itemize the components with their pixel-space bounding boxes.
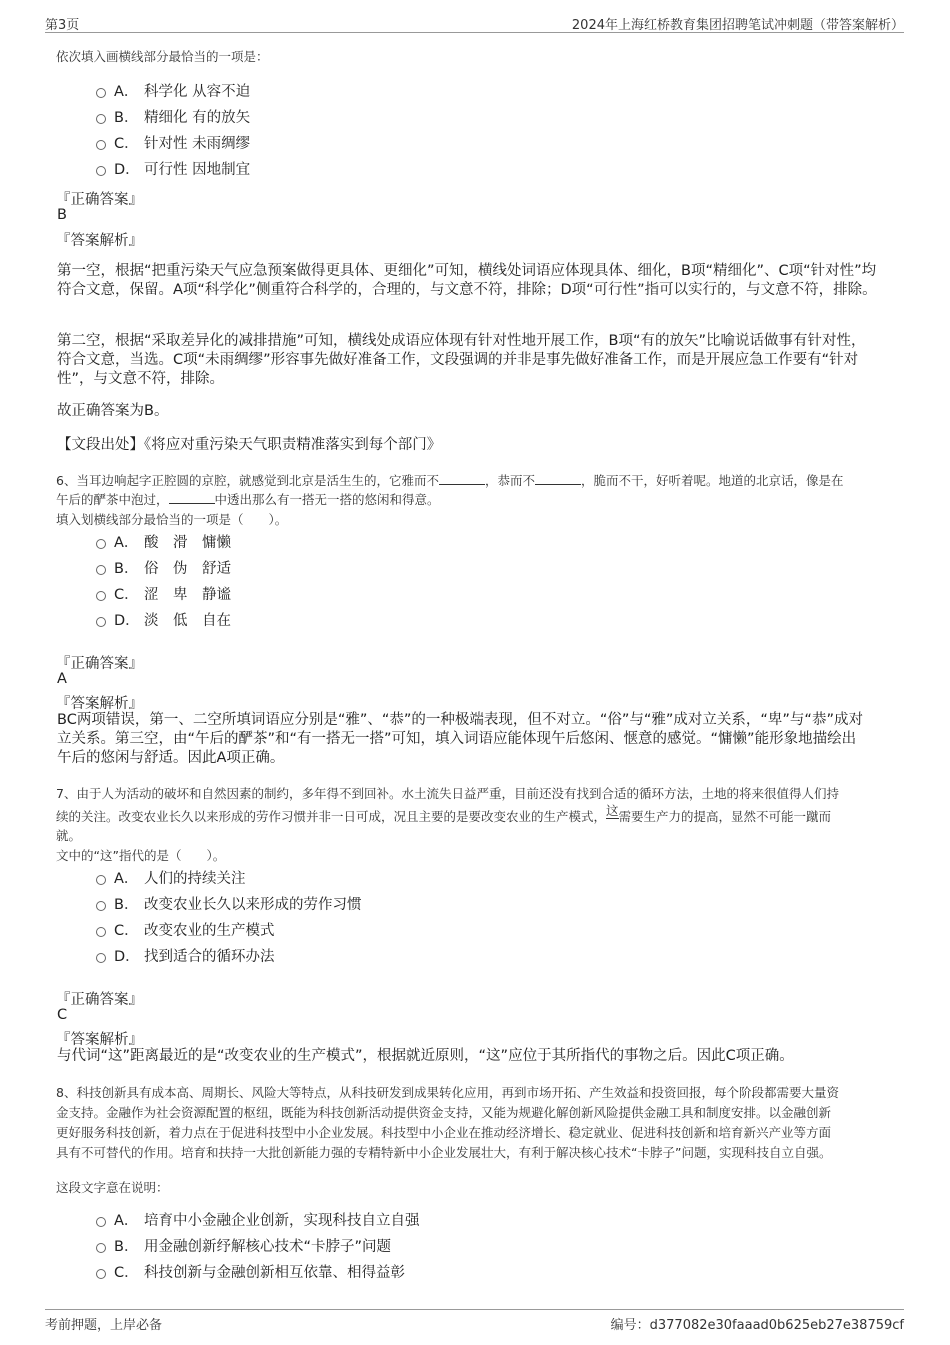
- q7-analysis-label: 『答案解析』: [56, 1032, 143, 1048]
- radio-icon[interactable]: [96, 1269, 106, 1279]
- q8-prompt: 这段文字意在说明：: [56, 1180, 169, 1195]
- q6-answer-label: 『正确答案』: [56, 656, 143, 672]
- q7-option-b[interactable]: B． 改变农业长久以来形成的劳作习惯: [96, 895, 362, 915]
- q7-option-c[interactable]: C． 改变农业的生产模式: [96, 921, 275, 941]
- radio-icon[interactable]: [96, 953, 106, 963]
- radio-icon[interactable]: [96, 617, 106, 627]
- q5-prompt: 依次填入画横线部分最恰当的一项是：: [56, 49, 269, 64]
- q5-answer: B: [57, 207, 67, 223]
- footer-slogan: 考前押题，上岸必备: [45, 1318, 163, 1333]
- q6-option-c[interactable]: C． 涩 卑 静谧: [96, 585, 231, 605]
- radio-icon[interactable]: [96, 140, 106, 150]
- radio-icon[interactable]: [96, 927, 106, 937]
- q5-option-a[interactable]: A． 科学化 从容不迫: [96, 82, 250, 102]
- q7-prompt: 文中的“这”指代的是（ ）。: [56, 848, 226, 863]
- q8-option-a[interactable]: A． 培育中小金融企业创新，实现科技自立自强: [96, 1211, 420, 1231]
- q6-stem-line-1: 6、当耳边响起字正腔圆的京腔，就感觉到北京是活生生的，它雅而不 ，恭而不 ，脆而不干，好听着呢。地道的北京话，像是在: [56, 473, 844, 488]
- q6-answer: A: [57, 671, 67, 687]
- radio-icon[interactable]: [96, 114, 106, 124]
- q7-stem-line-1: 7、由于人为活动的破坏和自然因素的制约，多年得不到回补。水土流失日益严重，目前还没有找到合适的循环方法，土地的将来很值得人们持: [56, 786, 839, 801]
- document-title: 2024年上海红桥教育集团招聘笔试冲刺题（带答案解析）: [571, 18, 904, 33]
- q6-option-a[interactable]: A． 酸 滑 慵懒: [96, 533, 231, 553]
- q6-analysis-line-3: 午后的悠闲与舒适。因此A项正确。: [57, 750, 285, 766]
- page-footer: [45, 1309, 904, 1333]
- q7-stem-line-2: 续的关注。改变农业长久以来形成的劳作习惯并非一日可成，况且主要的是要改变农业的生产模式，这需要生产力的提高，显然不可能一蹴而: [56, 803, 832, 824]
- q5-option-d[interactable]: D． 可行性 因地制宜: [96, 160, 250, 180]
- q5-answer-label: 『正确答案』: [56, 192, 143, 208]
- q6-option-b[interactable]: B． 俗 伪 舒适: [96, 559, 231, 579]
- q5-conclusion: 故正确答案为B。: [57, 403, 169, 419]
- radio-icon[interactable]: [96, 539, 106, 549]
- q8-stem-line-4: 具有不可替代的作用。培育和扶持一大批创新能力强的专精特新中小企业发展壮大，有利于解决核心技术“卡脖子”问题，实现科技自立自强。: [56, 1145, 832, 1160]
- q5-analysis-label: 『答案解析』: [56, 233, 143, 249]
- q8-option-b[interactable]: B． 用金融创新纾解核心技术“卡脖子”问题: [96, 1237, 391, 1257]
- q5-analysis-paragraph-2: 第二空，根据“采取差异化的减排措施”可知，横线处成语应体现有针对性地开展工作，B项“有的放矢”比喻说话做事有针对性，符合文意，当选。C项“未雨绸缪”形容事先做好准备工作，文段强调的并非是事先做好准备工作，而是开展应急工作要有“针对性”，与文意不符，排除。: [57, 333, 866, 387]
- document-code: 编号：d377082e30faaad0b625eb27e38759cf: [610, 1318, 904, 1333]
- q6-analysis-line-2: 立关系。第三空，由“午后的酽茶”和“有一搭无一搭”可知，填入词语应能体现午后悠闲、惬意的感觉。“慵懒”能形象地描绘出: [57, 731, 857, 747]
- q6-stem-line-2: 午后的酽茶中泡过， 中透出那么有一搭无一搭的悠闲和得意。: [56, 492, 440, 507]
- q6-option-d[interactable]: D． 淡 低 自在: [96, 611, 231, 631]
- q7-analysis: 与代词“这”距离最近的是“改变农业的生产模式”，根据就近原则，“这”应位于其所指代的事物之后。因此C项正确。: [57, 1048, 794, 1064]
- blank-line: [439, 472, 485, 485]
- q8-stem-line-2: 金支持。金融作为社会资源配置的枢纽，既能为科技创新活动提供资金支持，又能为规避化解创新风险提供金融工具和制度安排。以金融创新: [56, 1105, 832, 1120]
- radio-icon[interactable]: [96, 901, 106, 911]
- q6-analysis-label: 『答案解析』: [56, 696, 143, 712]
- radio-icon[interactable]: [96, 565, 106, 575]
- radio-icon[interactable]: [96, 1243, 106, 1253]
- blank-line: [535, 472, 581, 485]
- q6-prompt: 填入划横线部分最恰当的一项是（ ）。: [56, 512, 288, 527]
- radio-icon[interactable]: [96, 88, 106, 98]
- page-header: [45, 12, 904, 33]
- radio-icon[interactable]: [96, 875, 106, 885]
- radio-icon[interactable]: [96, 166, 106, 176]
- q7-stem-line-3: 就。: [56, 828, 82, 843]
- q7-option-a[interactable]: A． 人们的持续关注: [96, 869, 246, 889]
- highlighted-pronoun: 这: [606, 803, 619, 818]
- q7-answer-label: 『正确答案』: [56, 992, 143, 1008]
- q7-option-d[interactable]: D． 找到适合的循环办法: [96, 947, 275, 967]
- radio-icon[interactable]: [96, 1217, 106, 1227]
- blank-line: [169, 491, 215, 504]
- q7-answer: C: [57, 1007, 68, 1023]
- page-number: 第3页: [45, 18, 80, 33]
- q5-source: 【文段出处】《将应对重污染天气职责精准落实到每个部门》: [57, 437, 442, 453]
- q5-option-c[interactable]: C． 针对性 未雨绸缪: [96, 134, 250, 154]
- q8-stem-line-1: 8、科技创新具有成本高、周期长、风险大等特点，从科技研发到成果转化应用，再到市场开拓、产生效益和投资回报，每个阶段都需要大量资: [56, 1085, 839, 1100]
- radio-icon[interactable]: [96, 591, 106, 601]
- q5-analysis-paragraph-1: 第一空，根据“把重污染天气应急预案做得更具体、更细化”可知，横线处词语应体现具体、细化，B项“精细化”、C项“针对性”均符合文意，保留。A项“科学化”侧重符合科学的，合理的，与文意不符，排除；D项“可行性”指可以实行的，与文意不符，排除。: [57, 263, 877, 298]
- q6-analysis-line-1: BC两项错误，第一、二空所填词语应分别是“雅”、“恭”的一种极端表现，但不对立。“俗”与“雅”成对立关系，“卑”与“恭”成对: [57, 712, 863, 728]
- q8-stem-line-3: 更好服务科技创新，着力点在于促进科技型中小企业发展。科技型中小企业在推动经济增长、稳定就业、促进科技创新和培育新兴产业等方面: [56, 1125, 832, 1140]
- q5-option-b[interactable]: B． 精细化 有的放矢: [96, 108, 250, 128]
- q8-option-c[interactable]: C． 科技创新与金融创新相互依靠、相得益彰: [96, 1263, 405, 1283]
